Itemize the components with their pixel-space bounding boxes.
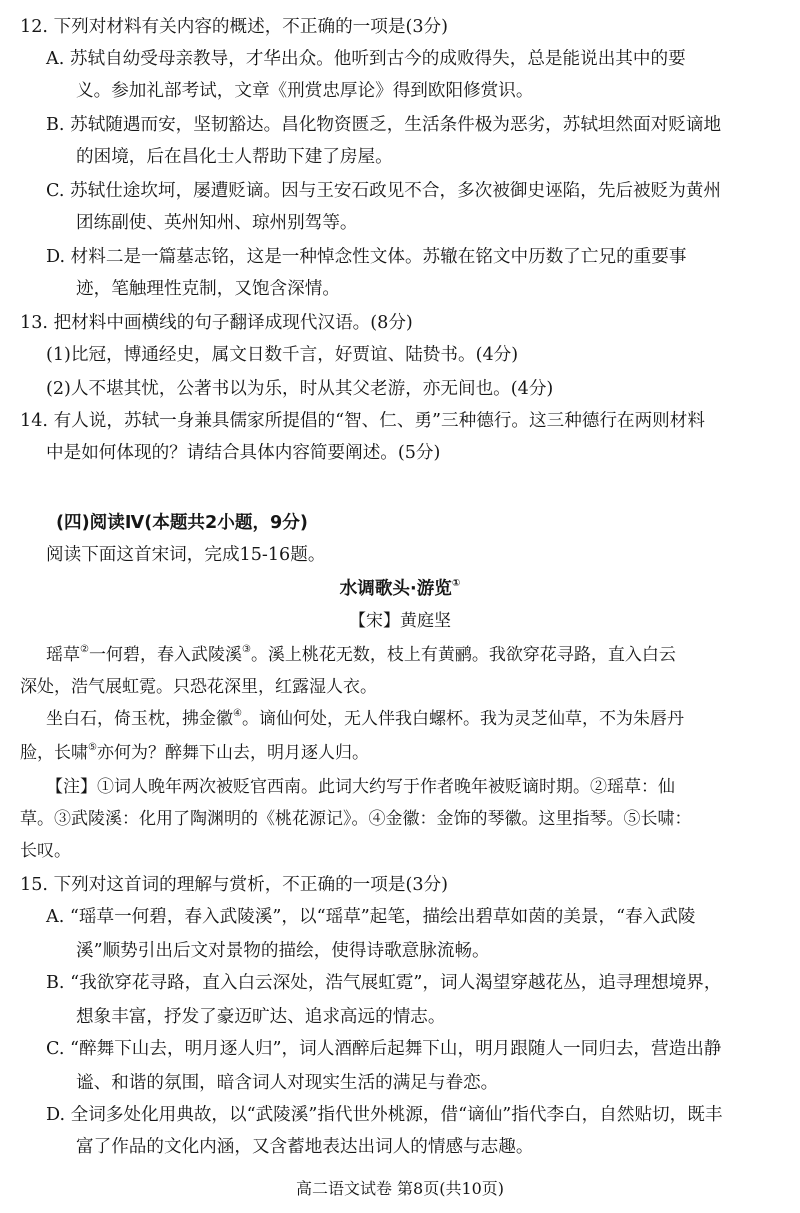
note-marker-3: ③: [241, 644, 251, 655]
poem-text: 坐白石，倚玉枕，拂金徽: [46, 709, 233, 729]
poem-title: [0, 576, 800, 602]
q12-option-c-line1: C. 苏轼仕途坎坷，屡遭贬谪。因与王安石政见不合，多次被御史诬陷，先后被贬为黄州: [46, 181, 721, 201]
q15-option-d-line1: D. 全词多处化用典故，以“武陵溪”指代世外桃源，借“谪仙”指代李白，自然贴切，既丰: [46, 1105, 723, 1125]
note-marker-4: ④: [233, 708, 242, 719]
poem-notes-line1: 【注】①词人晚年两次被贬官西南。此词大约写于作者晚年被贬谪时期。②瑶草：仙: [46, 777, 675, 797]
q12-option-d-line1: D. 材料二是一篇墓志铭，这是一种悼念性文体。苏辙在铭文中历数了亡兄的重要事: [46, 247, 687, 267]
q12-option-d-line2: 迹，笔触理性克制，又饱含深情。: [76, 279, 340, 299]
note-marker-2: ②: [80, 644, 89, 655]
q15-stem: 15. 下列对这首词的理解与赏析，不正确的一项是(3分): [20, 875, 448, 895]
q12-option-c-line2: 团练副使、英州知州、琼州别驾等。: [76, 213, 358, 233]
section-4-intro: 阅读下面这首宋词，完成15-16题。: [46, 545, 326, 565]
q12-option-b-line2: 的困境，后在昌化士人帮助下建了房屋。: [76, 147, 393, 167]
note-marker-5: ⑤: [88, 742, 97, 753]
poem-text: 。溪上桃花无数，枝上有黄鹂。我欲穿花寻路，直入白云: [250, 645, 676, 665]
q13-stem: 13. 把材料中画横线的句子翻译成现代汉语。(8分): [20, 313, 413, 333]
poem-notes-line3: 长叹。: [20, 841, 71, 861]
q15-option-b-line1: B. “我欲穿花寻路，直入白云深处，浩气展虹霓”，词人渴望穿越花丛，追寻理想境界，: [46, 973, 722, 993]
poem-text: 。谪仙何处，无人伴我白螺杯。我为灵芝仙草，不为朱唇丹: [241, 709, 684, 729]
poem-author: 【宋】黄庭坚: [349, 611, 451, 631]
q12-option-b-line1: B. 苏轼随遇而安，坚韧豁达。昌化物资匮乏，生活条件极为恶劣，苏轼坦然面对贬谪地: [46, 115, 722, 135]
poem-stanza2-line1: [46, 706, 684, 732]
poem-notes-line2: 草。③武陵溪：化用了陶渊明的《桃花源记》。④金徽：金饰的琴徽。这里指琴。⑤长啸：: [20, 809, 692, 829]
q15-option-a-line2: 溪”顺势引出后文对景物的描绘，使得诗歌意脉流畅。: [76, 941, 490, 961]
q13-sentence-1: (1)比冠，博通经史，属文日数千言，好贾谊、陆贽书。(4分): [46, 345, 519, 365]
poem-text: 脸，长啸: [20, 743, 88, 763]
section-4-heading: (四)阅读Ⅳ(本题共2小题，9分): [56, 513, 308, 533]
q13-sentence-2: (2)人不堪其忧，公著书以为乐，时从其父老游，亦无间也。(4分): [46, 379, 554, 399]
poem-title-text: 水调歌头·游览: [339, 579, 452, 599]
q12-option-a-line1: A. 苏轼自幼受母亲教导，才华出众。他听到古今的成败得失，总是能说出其中的要: [46, 49, 686, 69]
q14-line2: 中是如何体现的？请结合具体内容简要阐述。(5分): [46, 443, 441, 463]
poem-text: 亦何为？醉舞下山去，明月逐人归。: [96, 743, 369, 763]
page-footer: 高二语文试卷 第8页(共10页): [295, 1179, 505, 1198]
q15-option-c-line1: C. “醉舞下山去，明月逐人归”，词人酒醉后起舞下山，明月跟随人一同归去，营造出静: [46, 1039, 722, 1059]
q15-option-a-line1: A. “瑶草一何碧，春入武陵溪”，以“瑶草”起笔，描绘出碧草如茵的美景，“春入武陵: [46, 907, 696, 927]
poem-stanza1-line1: [46, 642, 676, 668]
poem-text: 瑶草: [46, 645, 80, 665]
poem-stanza2-line2: [20, 740, 369, 766]
poem-title-note-marker: ①: [451, 578, 461, 589]
q15-option-d-line2: 富了作品的文化内涵，又含蓄地表达出词人的情感与志趣。: [76, 1137, 534, 1157]
poem-text: 一何碧，春入武陵溪: [88, 645, 242, 665]
q12-option-a-line2: 义。参加礼部考试，文章《刑赏忠厚论》得到欧阳修赏识。: [76, 81, 534, 101]
q12-stem: 12. 下列对材料有关内容的概述，不正确的一项是(3分): [20, 17, 448, 37]
q14-line1: 14. 有人说，苏轼一身兼具儒家所提倡的“智、仁、勇”三种德行。这三种德行在两则材料: [20, 411, 705, 431]
q15-option-b-line2: 想象丰富，抒发了豪迈旷达、追求高远的情志。: [76, 1007, 446, 1027]
poem-stanza1-line2: 深处，浩气展虹霓。只恐花深里，红露湿人衣。: [20, 677, 377, 697]
q15-option-c-line2: 谧、和谐的氛围，暗含词人对现实生活的满足与眷恋。: [76, 1073, 499, 1093]
